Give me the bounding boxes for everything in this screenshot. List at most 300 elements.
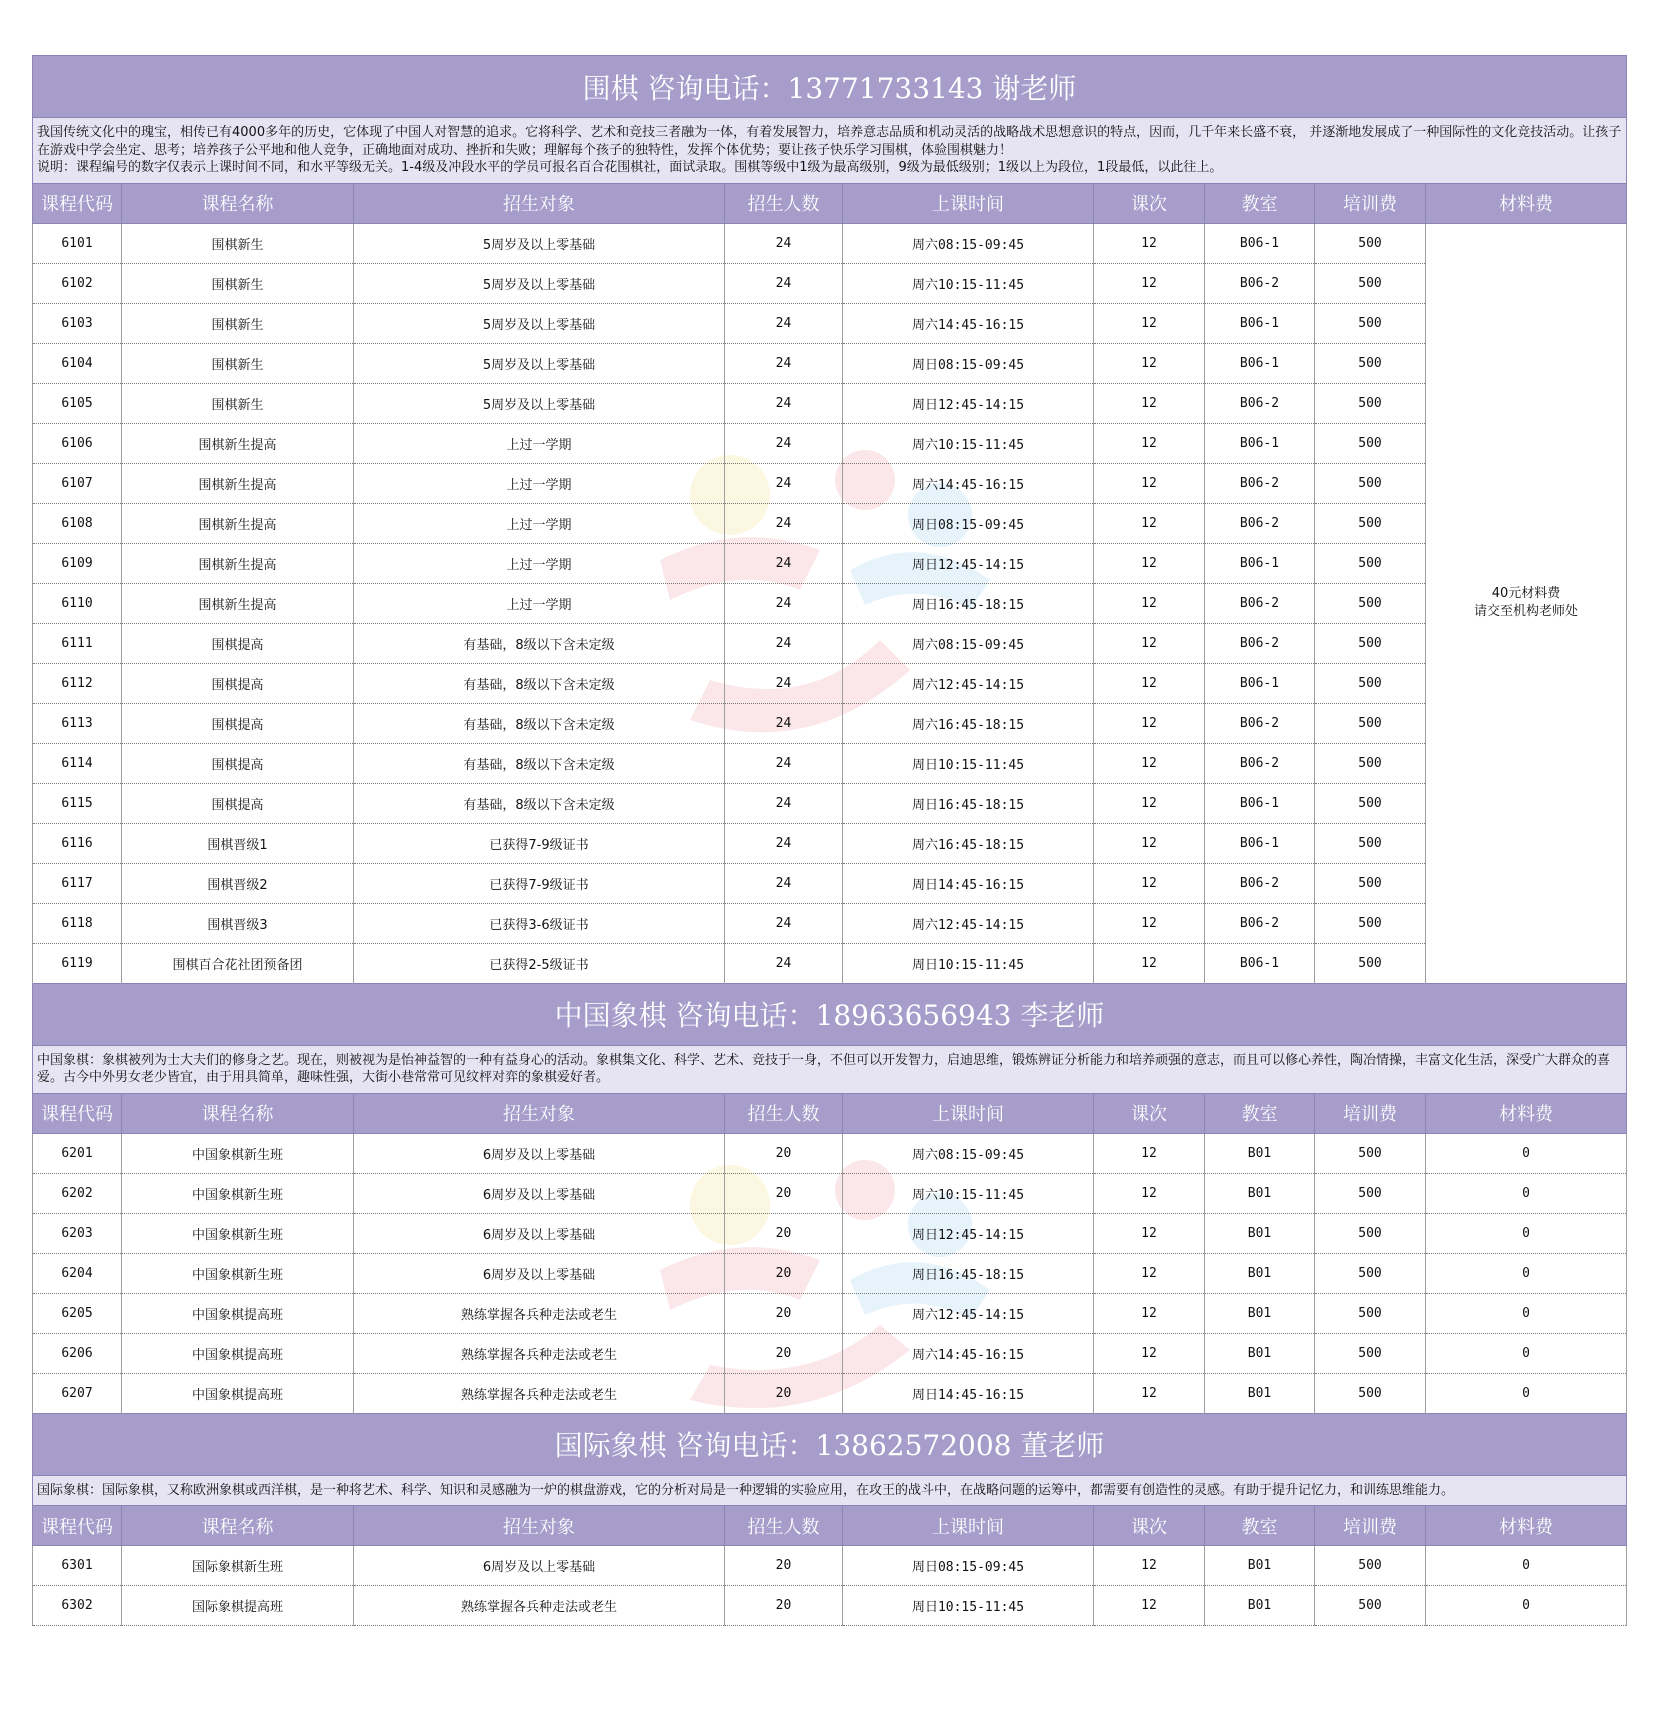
material-fee-line: 请交至机构老师处: [1474, 604, 1579, 619]
cell-sessions: 12: [1094, 863, 1205, 903]
cell-fee: 500: [1315, 343, 1426, 383]
cell-name: 围棋提高: [122, 623, 354, 663]
cell-target: 5周岁及以上零基础: [354, 383, 725, 423]
cell-name: 围棋新生提高: [122, 503, 354, 543]
cell-room: B06-1: [1205, 423, 1315, 463]
cell-fee: 500: [1315, 623, 1426, 663]
cell-count: 24: [725, 223, 843, 263]
table-row: [33, 1373, 1627, 1413]
table-row: [33, 623, 1627, 663]
cell-name: 中国象棋提高班: [122, 1293, 354, 1333]
cell-count: 24: [725, 823, 843, 863]
section-description-row: [33, 118, 1627, 184]
cell-target: 上过一学期: [354, 503, 725, 543]
cell-count: 24: [725, 543, 843, 583]
cell-target: 6周岁及以上零基础: [354, 1253, 725, 1293]
cell-target: 有基础，8级以下含未定级: [354, 623, 725, 663]
cell-fee: 500: [1315, 503, 1426, 543]
cell-code: 6115: [33, 783, 122, 823]
cell-code: 6108: [33, 503, 122, 543]
cell-sessions: 12: [1094, 423, 1205, 463]
cell-fee: 500: [1315, 1333, 1426, 1373]
table-row: [33, 303, 1627, 343]
cell-sessions: 12: [1094, 583, 1205, 623]
cell-count: 24: [725, 263, 843, 303]
cell-name: 围棋新生: [122, 303, 354, 343]
cell-room: B01: [1205, 1586, 1315, 1626]
section-title-row: [33, 1413, 1627, 1475]
cell-fee: 500: [1315, 1293, 1426, 1333]
cell-time: 周日16:45-18:15: [843, 583, 1094, 623]
column-header: 招生对象: [354, 183, 725, 223]
cell-count: 20: [725, 1173, 843, 1213]
course-sheet: [32, 55, 1626, 1626]
cell-room: B06-1: [1205, 663, 1315, 703]
table-row: [33, 1173, 1627, 1213]
cell-code: 6301: [33, 1546, 122, 1586]
cell-fee: 500: [1315, 423, 1426, 463]
cell-room: B01: [1205, 1546, 1315, 1586]
column-header: 课程代码: [33, 1506, 122, 1546]
cell-code: 6103: [33, 303, 122, 343]
cell-code: 6116: [33, 823, 122, 863]
cell-sessions: 12: [1094, 903, 1205, 943]
cell-sessions: 12: [1094, 1293, 1205, 1333]
cell-name: 中国象棋提高班: [122, 1333, 354, 1373]
cell-fee: 500: [1315, 1173, 1426, 1213]
cell-code: 6118: [33, 903, 122, 943]
column-header: 招生对象: [354, 1506, 725, 1546]
cell-code: 6105: [33, 383, 122, 423]
cell-code: 6117: [33, 863, 122, 903]
cell-time: 周日08:15-09:45: [843, 1546, 1094, 1586]
cell-room: B06-2: [1205, 503, 1315, 543]
cell-fee: 500: [1315, 703, 1426, 743]
cell-room: B01: [1205, 1293, 1315, 1333]
table-row: [33, 823, 1627, 863]
cell-target: 已获得7-9级证书: [354, 863, 725, 903]
column-header: 招生人数: [725, 183, 843, 223]
cell-sessions: 12: [1094, 1173, 1205, 1213]
cell-material: 0: [1426, 1373, 1627, 1413]
cell-name: 中国象棋新生班: [122, 1133, 354, 1173]
cell-fee: 500: [1315, 783, 1426, 823]
cell-room: B06-2: [1205, 383, 1315, 423]
cell-time: 周日10:15-11:45: [843, 943, 1094, 983]
cell-time: 周日08:15-09:45: [843, 503, 1094, 543]
cell-room: B01: [1205, 1213, 1315, 1253]
cell-sessions: 12: [1094, 263, 1205, 303]
table-row: [33, 583, 1627, 623]
cell-target: 已获得2-5级证书: [354, 943, 725, 983]
cell-time: 周日16:45-18:15: [843, 783, 1094, 823]
table-row: [33, 423, 1627, 463]
cell-target: 有基础，8级以下含未定级: [354, 663, 725, 703]
column-header: 招生人数: [725, 1506, 843, 1546]
column-header: 教室: [1205, 1093, 1315, 1133]
cell-code: 6112: [33, 663, 122, 703]
section-description-row: [33, 1045, 1627, 1093]
cell-name: 围棋晋级1: [122, 823, 354, 863]
cell-name: 围棋新生提高: [122, 543, 354, 583]
cell-time: 周六14:45-16:15: [843, 303, 1094, 343]
section-description: 我国传统文化中的瑰宝，相传已有4000多年的历史，它体现了中国人对智慧的追求。它将科学、艺术和竞技三者融为一体，有着发展智力，培养意志品质和机动灵活的战略战术思想意识的特点，因而，几千年来长盛不衰， 并逐渐地发展成了一种国际性的文化竞技活动。让孩子在游戏中学会坐定、思考；培养孩子公平地和他人竞争，正确地面对成功、挫折和失败；理解每个孩子的独特性，发挥个体优势；要让孩子快乐学习围棋，体验围棋魅力！: [37, 125, 1622, 158]
cell-count: 20: [725, 1333, 843, 1373]
cell-sessions: 12: [1094, 1333, 1205, 1373]
cell-room: B01: [1205, 1173, 1315, 1213]
column-header: 培训费: [1315, 1506, 1426, 1546]
cell-time: 周日12:45-14:15: [843, 383, 1094, 423]
column-header: 材料费: [1426, 1506, 1627, 1546]
cell-code: 6205: [33, 1293, 122, 1333]
cell-time: 周六10:15-11:45: [843, 263, 1094, 303]
cell-count: 24: [725, 743, 843, 783]
cell-target: 6周岁及以上零基础: [354, 1173, 725, 1213]
column-header: 课程名称: [122, 1506, 354, 1546]
cell-fee: 500: [1315, 543, 1426, 583]
material-fee-line: 40元材料费: [1491, 586, 1561, 601]
cell-fee: 500: [1315, 223, 1426, 263]
cell-fee: 500: [1315, 1213, 1426, 1253]
section-title: 围棋 咨询电话：13771733143 谢老师: [33, 56, 1627, 118]
cell-name: 围棋晋级3: [122, 903, 354, 943]
cell-count: 24: [725, 303, 843, 343]
cell-target: 6周岁及以上零基础: [354, 1213, 725, 1253]
cell-target: 有基础，8级以下含未定级: [354, 743, 725, 783]
table-header-row: [33, 183, 1627, 223]
cell-time: 周六10:15-11:45: [843, 423, 1094, 463]
cell-material: 0: [1426, 1333, 1627, 1373]
cell-target: 已获得3-6级证书: [354, 903, 725, 943]
cell-time: 周日12:45-14:15: [843, 543, 1094, 583]
cell-code: 6110: [33, 583, 122, 623]
table-row: [33, 543, 1627, 583]
cell-sessions: 12: [1094, 823, 1205, 863]
cell-code: 6203: [33, 1213, 122, 1253]
cell-sessions: 12: [1094, 343, 1205, 383]
cell-name: 中国象棋新生班: [122, 1253, 354, 1293]
table-row: [33, 463, 1627, 503]
cell-time: 周日16:45-18:15: [843, 1253, 1094, 1293]
cell-name: 国际象棋新生班: [122, 1546, 354, 1586]
cell-fee: 500: [1315, 463, 1426, 503]
cell-count: 24: [725, 663, 843, 703]
column-header: 课次: [1094, 1506, 1205, 1546]
cell-time: 周六12:45-14:15: [843, 663, 1094, 703]
course-table-body: [33, 56, 1627, 1626]
table-row: [33, 863, 1627, 903]
cell-count: 20: [725, 1253, 843, 1293]
column-header: 培训费: [1315, 1093, 1426, 1133]
column-header: 招生人数: [725, 1093, 843, 1133]
cell-material-merged: [1426, 223, 1627, 983]
cell-fee: 500: [1315, 1546, 1426, 1586]
cell-material: 0: [1426, 1133, 1627, 1173]
cell-name: 围棋新生: [122, 263, 354, 303]
cell-room: B01: [1205, 1133, 1315, 1173]
column-header: 课次: [1094, 183, 1205, 223]
cell-count: 20: [725, 1213, 843, 1253]
cell-room: B06-2: [1205, 463, 1315, 503]
cell-room: B06-1: [1205, 343, 1315, 383]
cell-target: 有基础，8级以下含未定级: [354, 783, 725, 823]
column-header: 上课时间: [843, 1093, 1094, 1133]
cell-sessions: 12: [1094, 663, 1205, 703]
cell-code: 6107: [33, 463, 122, 503]
cell-name: 围棋提高: [122, 703, 354, 743]
cell-count: 20: [725, 1293, 843, 1333]
section-description-cell: [33, 1045, 1627, 1093]
column-header: 上课时间: [843, 183, 1094, 223]
column-header: 教室: [1205, 183, 1315, 223]
cell-target: 熟练掌握各兵种走法或老生: [354, 1293, 725, 1333]
section-description-cell: [33, 1475, 1627, 1506]
column-header: 课程名称: [122, 183, 354, 223]
table-row: [33, 1546, 1627, 1586]
cell-fee: 500: [1315, 1586, 1426, 1626]
cell-name: 中国象棋新生班: [122, 1213, 354, 1253]
table-row: [33, 343, 1627, 383]
cell-room: B06-2: [1205, 583, 1315, 623]
cell-room: B01: [1205, 1253, 1315, 1293]
cell-count: 24: [725, 703, 843, 743]
cell-room: B06-2: [1205, 263, 1315, 303]
course-table: [32, 55, 1627, 1626]
column-header: 培训费: [1315, 183, 1426, 223]
cell-code: 6302: [33, 1586, 122, 1626]
cell-sessions: 12: [1094, 1253, 1205, 1293]
cell-fee: 500: [1315, 663, 1426, 703]
section-note: 说明：课程编号的数字仅表示上课时间不同，和水平等级无关。1-4级及冲段水平的学员可报名百合花围棋社，面试录取。围棋等级中1级为最高级别，9级为最低级别；1级以上为段位，1段最低，以此往上。: [37, 160, 1223, 175]
cell-code: 6111: [33, 623, 122, 663]
table-row: [33, 1333, 1627, 1373]
column-header: 材料费: [1426, 183, 1627, 223]
section-description-row: [33, 1475, 1627, 1506]
cell-code: 6119: [33, 943, 122, 983]
cell-fee: 500: [1315, 903, 1426, 943]
cell-count: 24: [725, 343, 843, 383]
cell-name: 围棋晋级2: [122, 863, 354, 903]
cell-room: B06-2: [1205, 903, 1315, 943]
cell-count: 24: [725, 423, 843, 463]
section-title: 中国象棋 咨询电话：18963656943 李老师: [33, 983, 1627, 1045]
cell-code: 6101: [33, 223, 122, 263]
cell-time: 周六16:45-18:15: [843, 823, 1094, 863]
table-row: [33, 783, 1627, 823]
column-header: 课次: [1094, 1093, 1205, 1133]
cell-target: 6周岁及以上零基础: [354, 1133, 725, 1173]
cell-fee: 500: [1315, 1373, 1426, 1413]
cell-time: 周日10:15-11:45: [843, 1586, 1094, 1626]
cell-code: 6204: [33, 1253, 122, 1293]
table-row: [33, 703, 1627, 743]
column-header: 课程名称: [122, 1093, 354, 1133]
cell-count: 24: [725, 863, 843, 903]
cell-count: 20: [725, 1133, 843, 1173]
section-title-row: [33, 56, 1627, 118]
cell-code: 6207: [33, 1373, 122, 1413]
cell-count: 24: [725, 383, 843, 423]
cell-sessions: 12: [1094, 1133, 1205, 1173]
cell-name: 中国象棋提高班: [122, 1373, 354, 1413]
table-row: [33, 743, 1627, 783]
section-title: 国际象棋 咨询电话：13862572008 董老师: [33, 1413, 1627, 1475]
cell-target: 熟练掌握各兵种走法或老生: [354, 1373, 725, 1413]
table-row: [33, 223, 1627, 263]
cell-target: 上过一学期: [354, 583, 725, 623]
cell-room: B06-1: [1205, 223, 1315, 263]
table-row: [33, 1133, 1627, 1173]
cell-sessions: 12: [1094, 1546, 1205, 1586]
cell-room: B06-1: [1205, 543, 1315, 583]
table-row: [33, 1293, 1627, 1333]
cell-target: 上过一学期: [354, 423, 725, 463]
table-row: [33, 1586, 1627, 1626]
cell-code: 6106: [33, 423, 122, 463]
cell-name: 围棋新生提高: [122, 423, 354, 463]
table-row: [33, 1213, 1627, 1253]
cell-target: 5周岁及以上零基础: [354, 223, 725, 263]
cell-sessions: 12: [1094, 1213, 1205, 1253]
cell-sessions: 12: [1094, 503, 1205, 543]
cell-sessions: 12: [1094, 783, 1205, 823]
cell-material: 0: [1426, 1213, 1627, 1253]
cell-name: 中国象棋新生班: [122, 1173, 354, 1213]
cell-fee: 500: [1315, 383, 1426, 423]
cell-fee: 500: [1315, 303, 1426, 343]
cell-room: B06-2: [1205, 863, 1315, 903]
cell-fee: 500: [1315, 583, 1426, 623]
cell-code: 6109: [33, 543, 122, 583]
cell-count: 24: [725, 783, 843, 823]
cell-target: 熟练掌握各兵种走法或老生: [354, 1333, 725, 1373]
cell-count: 24: [725, 463, 843, 503]
cell-time: 周六12:45-14:15: [843, 1293, 1094, 1333]
cell-room: B01: [1205, 1333, 1315, 1373]
section-description: 国际象棋：国际象棋，又称欧洲象棋或西洋棋，是一种将艺术、科学、知识和灵感融为一炉的棋盘游戏，它的分析对局是一种逻辑的实验应用，在攻王的战斗中，在战略问题的运筹中，都需要有创造性的灵感。有助于提升记忆力，和训练思维能力。: [37, 1482, 1455, 1498]
cell-sessions: 12: [1094, 703, 1205, 743]
cell-target: 5周岁及以上零基础: [354, 303, 725, 343]
cell-name: 围棋新生: [122, 343, 354, 383]
column-header: 招生对象: [354, 1093, 725, 1133]
cell-name: 国际象棋提高班: [122, 1586, 354, 1626]
cell-fee: 500: [1315, 863, 1426, 903]
cell-sessions: 12: [1094, 1586, 1205, 1626]
cell-material: 0: [1426, 1253, 1627, 1293]
cell-target: 上过一学期: [354, 543, 725, 583]
cell-count: 24: [725, 503, 843, 543]
cell-fee: 500: [1315, 1253, 1426, 1293]
cell-count: 24: [725, 903, 843, 943]
section-description-cell: [33, 118, 1627, 184]
cell-time: 周六14:45-16:15: [843, 1333, 1094, 1373]
cell-fee: 500: [1315, 943, 1426, 983]
cell-code: 6104: [33, 343, 122, 383]
cell-time: 周六08:15-09:45: [843, 1133, 1094, 1173]
cell-room: B06-1: [1205, 943, 1315, 983]
column-header: 课程代码: [33, 1093, 122, 1133]
cell-target: 已获得7-9级证书: [354, 823, 725, 863]
cell-material: 0: [1426, 1546, 1627, 1586]
cell-target: 熟练掌握各兵种走法或老生: [354, 1586, 725, 1626]
cell-time: 周六14:45-16:15: [843, 463, 1094, 503]
cell-fee: 500: [1315, 743, 1426, 783]
cell-material: 0: [1426, 1293, 1627, 1333]
cell-sessions: 12: [1094, 383, 1205, 423]
cell-time: 周日14:45-16:15: [843, 1373, 1094, 1413]
table-row: [33, 943, 1627, 983]
cell-code: 6114: [33, 743, 122, 783]
table-row: [33, 663, 1627, 703]
cell-room: B06-2: [1205, 743, 1315, 783]
cell-time: 周日12:45-14:15: [843, 1213, 1094, 1253]
cell-time: 周日10:15-11:45: [843, 743, 1094, 783]
cell-sessions: 12: [1094, 743, 1205, 783]
cell-time: 周六12:45-14:15: [843, 903, 1094, 943]
cell-time: 周六16:45-18:15: [843, 703, 1094, 743]
cell-name: 围棋新生提高: [122, 463, 354, 503]
cell-name: 围棋新生: [122, 383, 354, 423]
cell-name: 围棋新生提高: [122, 583, 354, 623]
cell-time: 周日14:45-16:15: [843, 863, 1094, 903]
cell-target: 5周岁及以上零基础: [354, 263, 725, 303]
cell-code: 6201: [33, 1133, 122, 1173]
cell-material: 0: [1426, 1586, 1627, 1626]
cell-name: 围棋百合花社团预备团: [122, 943, 354, 983]
cell-sessions: 12: [1094, 943, 1205, 983]
table-row: [33, 263, 1627, 303]
cell-time: 周日08:15-09:45: [843, 343, 1094, 383]
table-row: [33, 383, 1627, 423]
cell-code: 6113: [33, 703, 122, 743]
section-title-row: [33, 983, 1627, 1045]
cell-name: 围棋提高: [122, 743, 354, 783]
cell-time: 周六08:15-09:45: [843, 623, 1094, 663]
cell-fee: 500: [1315, 823, 1426, 863]
cell-count: 24: [725, 583, 843, 623]
table-row: [33, 503, 1627, 543]
table-header-row: [33, 1093, 1627, 1133]
column-header: 上课时间: [843, 1506, 1094, 1546]
cell-sessions: 12: [1094, 223, 1205, 263]
cell-name: 围棋提高: [122, 783, 354, 823]
cell-count: 20: [725, 1586, 843, 1626]
cell-count: 20: [725, 1546, 843, 1586]
cell-name: 围棋新生: [122, 223, 354, 263]
cell-target: 上过一学期: [354, 463, 725, 503]
table-row: [33, 903, 1627, 943]
table-header-row: [33, 1506, 1627, 1546]
cell-room: B06-2: [1205, 623, 1315, 663]
cell-count: 20: [725, 1373, 843, 1413]
cell-room: B06-2: [1205, 703, 1315, 743]
column-header: 课程代码: [33, 183, 122, 223]
cell-code: 6206: [33, 1333, 122, 1373]
cell-code: 6202: [33, 1173, 122, 1213]
cell-sessions: 12: [1094, 303, 1205, 343]
cell-time: 周六10:15-11:45: [843, 1173, 1094, 1213]
cell-target: 6周岁及以上零基础: [354, 1546, 725, 1586]
column-header: 教室: [1205, 1506, 1315, 1546]
section-description: 中国象棋：象棋被列为士大夫们的修身之艺。现在，则被视为是怡神益智的一种有益身心的活动。象棋集文化、科学、艺术、竞技于一身，不但可以开发智力，启迪思维，锻炼辨证分析能力和培养顽强的意志，而且可以修心养性，陶冶情操，丰富文化生活，深受广大群众的喜爱。古今中外男女老少皆宜，由于用具简单，趣味性强，大街小巷常常可见纹枰对弈的象棋爱好者。: [37, 1052, 1611, 1085]
cell-sessions: 12: [1094, 463, 1205, 503]
cell-sessions: 12: [1094, 623, 1205, 663]
cell-target: 5周岁及以上零基础: [354, 343, 725, 383]
cell-room: B06-1: [1205, 783, 1315, 823]
cell-count: 24: [725, 623, 843, 663]
cell-count: 24: [725, 943, 843, 983]
cell-sessions: 12: [1094, 1373, 1205, 1413]
